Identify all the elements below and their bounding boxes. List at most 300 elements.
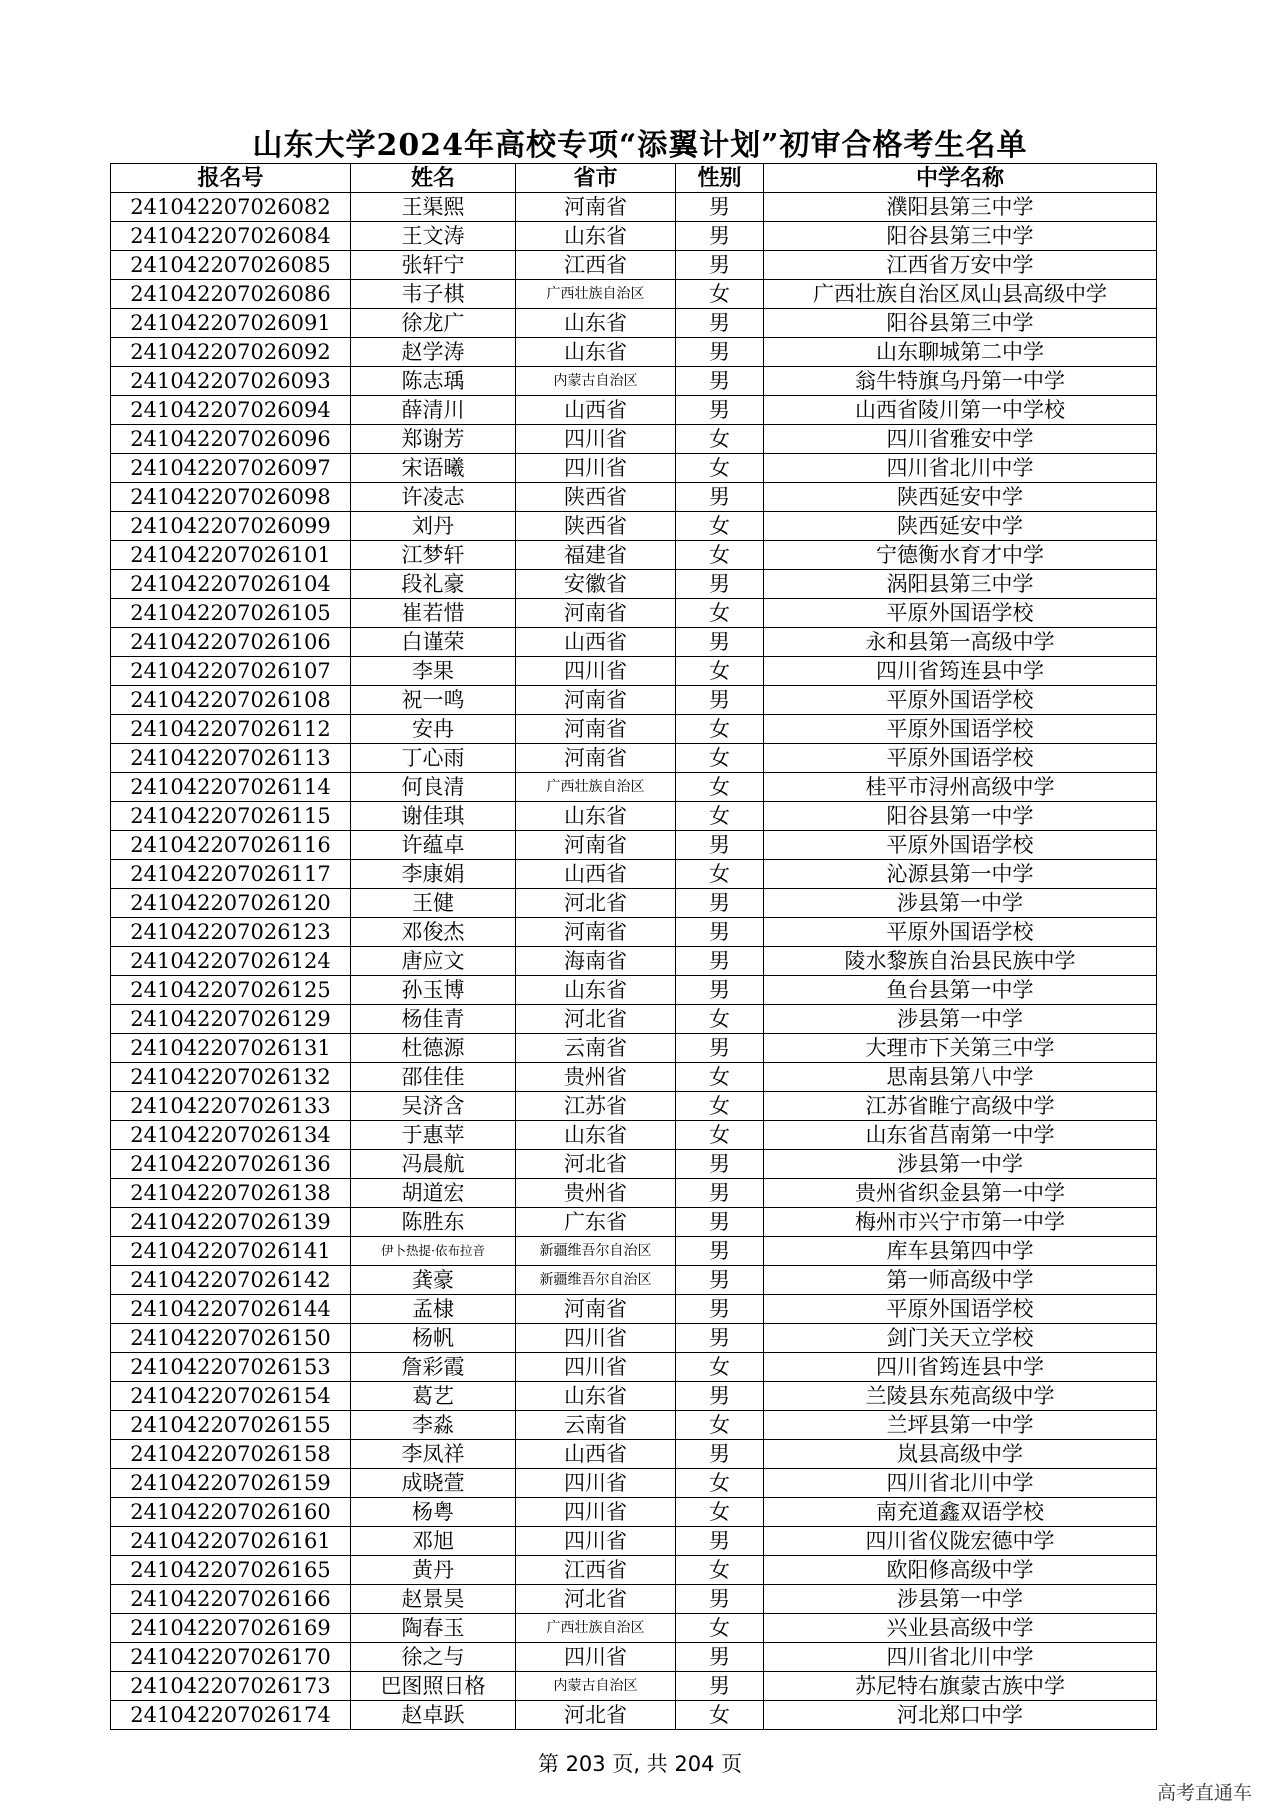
cell-registration-no: 241042207026094	[111, 396, 351, 425]
cell-province: 河南省	[516, 831, 676, 860]
cell-gender: 女	[676, 744, 764, 773]
cell-gender: 男	[676, 1672, 764, 1701]
cell-school: 四川省北川中学	[764, 1469, 1157, 1498]
cell-province: 山东省	[516, 1382, 676, 1411]
candidate-table	[110, 163, 1157, 1730]
cell-registration-no: 241042207026173	[111, 1672, 351, 1701]
cell-name: 李康娟	[351, 860, 516, 889]
cell-province: 河南省	[516, 1295, 676, 1324]
table-row	[111, 1643, 1157, 1672]
cell-gender: 男	[676, 1150, 764, 1179]
cell-name: 陶春玉	[351, 1614, 516, 1643]
cell-province: 河北省	[516, 1585, 676, 1614]
cell-name: 郑谢芳	[351, 425, 516, 454]
cell-registration-no: 241042207026132	[111, 1063, 351, 1092]
cell-school: 沁源县第一中学	[764, 860, 1157, 889]
cell-school: 阳谷县第一中学	[764, 802, 1157, 831]
cell-province: 山东省	[516, 222, 676, 251]
cell-province: 江西省	[516, 1556, 676, 1585]
cell-gender: 男	[676, 1324, 764, 1353]
cell-registration-no: 241042207026123	[111, 918, 351, 947]
cell-name: 赵卓跃	[351, 1701, 516, 1730]
cell-name: 吴济含	[351, 1092, 516, 1121]
cell-province: 山西省	[516, 628, 676, 657]
cell-school: 思南县第八中学	[764, 1063, 1157, 1092]
table-row	[111, 1063, 1157, 1092]
cell-registration-no: 241042207026144	[111, 1295, 351, 1324]
table-row	[111, 1179, 1157, 1208]
table-row	[111, 802, 1157, 831]
cell-school: 贵州省织金县第一中学	[764, 1179, 1157, 1208]
column-header-name: 姓名	[351, 164, 516, 193]
cell-gender: 男	[676, 1295, 764, 1324]
column-header-province: 省市	[516, 164, 676, 193]
cell-registration-no: 241042207026170	[111, 1643, 351, 1672]
cell-name: 龚豪	[351, 1266, 516, 1295]
cell-school: 涉县第一中学	[764, 1005, 1157, 1034]
cell-province: 山东省	[516, 976, 676, 1005]
cell-gender: 男	[676, 686, 764, 715]
cell-province: 四川省	[516, 1324, 676, 1353]
cell-school: 兰坪县第一中学	[764, 1411, 1157, 1440]
cell-school: 剑门关天立学校	[764, 1324, 1157, 1353]
cell-registration-no: 241042207026099	[111, 512, 351, 541]
cell-name: 安冉	[351, 715, 516, 744]
cell-school: 梅州市兴宁市第一中学	[764, 1208, 1157, 1237]
cell-name: 冯晨航	[351, 1150, 516, 1179]
cell-registration-no: 241042207026136	[111, 1150, 351, 1179]
cell-gender: 男	[676, 1440, 764, 1469]
cell-school: 南充道鑫双语学校	[764, 1498, 1157, 1527]
cell-name: 宋语曦	[351, 454, 516, 483]
cell-gender: 女	[676, 1556, 764, 1585]
cell-registration-no: 241042207026161	[111, 1527, 351, 1556]
table-row	[111, 831, 1157, 860]
cell-name: 赵学涛	[351, 338, 516, 367]
cell-province: 河北省	[516, 889, 676, 918]
cell-name: 杨粤	[351, 1498, 516, 1527]
cell-registration-no: 241042207026139	[111, 1208, 351, 1237]
cell-name: 许凌志	[351, 483, 516, 512]
cell-name: 黄丹	[351, 1556, 516, 1585]
cell-school: 涉县第一中学	[764, 1585, 1157, 1614]
cell-school: 阳谷县第三中学	[764, 222, 1157, 251]
table-row	[111, 628, 1157, 657]
cell-name: 薛清川	[351, 396, 516, 425]
cell-registration-no: 241042207026166	[111, 1585, 351, 1614]
cell-province: 四川省	[516, 1643, 676, 1672]
table-row	[111, 918, 1157, 947]
cell-province: 新疆维吾尔自治区	[516, 1266, 676, 1295]
cell-gender: 女	[676, 512, 764, 541]
cell-school: 涉县第一中学	[764, 1150, 1157, 1179]
cell-gender: 男	[676, 1034, 764, 1063]
cell-name: 孟棣	[351, 1295, 516, 1324]
cell-gender: 男	[676, 570, 764, 599]
cell-gender: 男	[676, 338, 764, 367]
cell-gender: 女	[676, 280, 764, 309]
cell-gender: 男	[676, 947, 764, 976]
cell-name: 祝一鸣	[351, 686, 516, 715]
table-row	[111, 657, 1157, 686]
cell-registration-no: 241042207026108	[111, 686, 351, 715]
cell-gender: 男	[676, 309, 764, 338]
table-row	[111, 599, 1157, 628]
cell-registration-no: 241042207026107	[111, 657, 351, 686]
table-row	[111, 1005, 1157, 1034]
cell-registration-no: 241042207026106	[111, 628, 351, 657]
cell-province: 河北省	[516, 1150, 676, 1179]
table-row	[111, 309, 1157, 338]
cell-name: 崔若惜	[351, 599, 516, 628]
cell-school: 平原外国语学校	[764, 686, 1157, 715]
cell-registration-no: 241042207026159	[111, 1469, 351, 1498]
cell-gender: 女	[676, 657, 764, 686]
cell-name: 何良清	[351, 773, 516, 802]
cell-province: 四川省	[516, 1498, 676, 1527]
cell-school: 永和县第一高级中学	[764, 628, 1157, 657]
table-row	[111, 251, 1157, 280]
table-row	[111, 193, 1157, 222]
cell-gender: 男	[676, 1382, 764, 1411]
cell-school: 鱼台县第一中学	[764, 976, 1157, 1005]
table-row	[111, 1034, 1157, 1063]
cell-name: 杨佳青	[351, 1005, 516, 1034]
cell-province: 广东省	[516, 1208, 676, 1237]
cell-gender: 男	[676, 976, 764, 1005]
cell-province: 广西壮族自治区	[516, 280, 676, 309]
cell-gender: 女	[676, 1701, 764, 1730]
table-row	[111, 1556, 1157, 1585]
cell-registration-no: 241042207026114	[111, 773, 351, 802]
cell-registration-no: 241042207026115	[111, 802, 351, 831]
cell-gender: 男	[676, 222, 764, 251]
cell-registration-no: 241042207026131	[111, 1034, 351, 1063]
cell-province: 河北省	[516, 1701, 676, 1730]
cell-name: 孙玉博	[351, 976, 516, 1005]
cell-name: 徐之与	[351, 1643, 516, 1672]
table-row	[111, 512, 1157, 541]
table-row	[111, 425, 1157, 454]
cell-name: 段礼豪	[351, 570, 516, 599]
cell-province: 四川省	[516, 1527, 676, 1556]
cell-registration-no: 241042207026084	[111, 222, 351, 251]
cell-registration-no: 241042207026138	[111, 1179, 351, 1208]
cell-school: 四川省雅安中学	[764, 425, 1157, 454]
cell-registration-no: 241042207026174	[111, 1701, 351, 1730]
table-row	[111, 338, 1157, 367]
cell-school: 阳谷县第三中学	[764, 309, 1157, 338]
cell-gender: 女	[676, 773, 764, 802]
cell-school: 陕西延安中学	[764, 512, 1157, 541]
table-row	[111, 1498, 1157, 1527]
cell-registration-no: 241042207026134	[111, 1121, 351, 1150]
cell-registration-no: 241042207026165	[111, 1556, 351, 1585]
cell-province: 河南省	[516, 744, 676, 773]
cell-province: 河南省	[516, 686, 676, 715]
cell-name: 韦子棋	[351, 280, 516, 309]
cell-gender: 男	[676, 367, 764, 396]
table-row	[111, 1353, 1157, 1382]
cell-name: 刘丹	[351, 512, 516, 541]
cell-school: 陵水黎族自治县民族中学	[764, 947, 1157, 976]
cell-registration-no: 241042207026086	[111, 280, 351, 309]
cell-registration-no: 241042207026096	[111, 425, 351, 454]
cell-school: 涡阳县第三中学	[764, 570, 1157, 599]
cell-registration-no: 241042207026142	[111, 1266, 351, 1295]
cell-registration-no: 241042207026104	[111, 570, 351, 599]
cell-school: 涉县第一中学	[764, 889, 1157, 918]
table-row	[111, 1237, 1157, 1266]
cell-gender: 女	[676, 541, 764, 570]
table-row	[111, 1527, 1157, 1556]
table-row	[111, 1614, 1157, 1643]
cell-school: 兴业县高级中学	[764, 1614, 1157, 1643]
cell-gender: 女	[676, 1614, 764, 1643]
table-row	[111, 367, 1157, 396]
cell-gender: 男	[676, 918, 764, 947]
cell-gender: 男	[676, 1527, 764, 1556]
cell-gender: 女	[676, 1353, 764, 1382]
cell-province: 广西壮族自治区	[516, 773, 676, 802]
cell-province: 山东省	[516, 802, 676, 831]
table-row	[111, 686, 1157, 715]
table-row	[111, 1295, 1157, 1324]
cell-gender: 女	[676, 1498, 764, 1527]
cell-registration-no: 241042207026117	[111, 860, 351, 889]
cell-registration-no: 241042207026155	[111, 1411, 351, 1440]
cell-school: 四川省筠连县中学	[764, 657, 1157, 686]
cell-gender: 男	[676, 831, 764, 860]
cell-registration-no: 241042207026112	[111, 715, 351, 744]
cell-school: 平原外国语学校	[764, 744, 1157, 773]
page-footer: 第 203 页, 共 204 页	[537, 1752, 743, 1776]
cell-registration-no: 241042207026085	[111, 251, 351, 280]
cell-registration-no: 241042207026125	[111, 976, 351, 1005]
cell-gender: 女	[676, 454, 764, 483]
table-row	[111, 1585, 1157, 1614]
cell-school: 四川省北川中学	[764, 1643, 1157, 1672]
table-row	[111, 541, 1157, 570]
cell-gender: 女	[676, 860, 764, 889]
cell-province: 四川省	[516, 425, 676, 454]
cell-gender: 男	[676, 251, 764, 280]
table-row	[111, 1092, 1157, 1121]
cell-registration-no: 241042207026169	[111, 1614, 351, 1643]
cell-school: 苏尼特右旗蒙古族中学	[764, 1672, 1157, 1701]
cell-name: 徐龙广	[351, 309, 516, 338]
cell-school: 濮阳县第三中学	[764, 193, 1157, 222]
table-row	[111, 1701, 1157, 1730]
cell-registration-no: 241042207026105	[111, 599, 351, 628]
cell-province: 广西壮族自治区	[516, 1614, 676, 1643]
cell-province: 河北省	[516, 1005, 676, 1034]
cell-school: 平原外国语学校	[764, 831, 1157, 860]
cell-gender: 女	[676, 715, 764, 744]
table-row	[111, 483, 1157, 512]
column-header-school: 中学名称	[764, 164, 1157, 193]
column-header-registration-no: 报名号	[111, 164, 351, 193]
cell-gender: 女	[676, 1092, 764, 1121]
cell-school: 平原外国语学校	[764, 599, 1157, 628]
table-row	[111, 715, 1157, 744]
cell-school: 翁牛特旗乌丹第一中学	[764, 367, 1157, 396]
cell-gender: 男	[676, 1266, 764, 1295]
cell-school: 平原外国语学校	[764, 918, 1157, 947]
cell-name: 杜德源	[351, 1034, 516, 1063]
table-row	[111, 1672, 1157, 1701]
cell-province: 贵州省	[516, 1063, 676, 1092]
cell-name: 陈志瑀	[351, 367, 516, 396]
table-row	[111, 1324, 1157, 1353]
cell-name: 伊卜热提·依布拉音	[351, 1237, 516, 1266]
cell-gender: 男	[676, 1208, 764, 1237]
cell-name: 许蕴卓	[351, 831, 516, 860]
cell-province: 海南省	[516, 947, 676, 976]
cell-school: 陕西延安中学	[764, 483, 1157, 512]
cell-province: 陕西省	[516, 483, 676, 512]
cell-province: 云南省	[516, 1034, 676, 1063]
cell-registration-no: 241042207026092	[111, 338, 351, 367]
cell-province: 山西省	[516, 1440, 676, 1469]
cell-province: 安徽省	[516, 570, 676, 599]
cell-name: 王文涛	[351, 222, 516, 251]
cell-school: 平原外国语学校	[764, 715, 1157, 744]
cell-registration-no: 241042207026153	[111, 1353, 351, 1382]
cell-name: 江梦轩	[351, 541, 516, 570]
cell-school: 岚县高级中学	[764, 1440, 1157, 1469]
cell-name: 邓旭	[351, 1527, 516, 1556]
cell-registration-no: 241042207026129	[111, 1005, 351, 1034]
table-row	[111, 773, 1157, 802]
cell-province: 山西省	[516, 860, 676, 889]
cell-province: 山东省	[516, 1121, 676, 1150]
table-row	[111, 1411, 1157, 1440]
cell-province: 福建省	[516, 541, 676, 570]
cell-name: 邓俊杰	[351, 918, 516, 947]
cell-name: 杨帆	[351, 1324, 516, 1353]
cell-registration-no: 241042207026160	[111, 1498, 351, 1527]
cell-province: 四川省	[516, 1469, 676, 1498]
cell-province: 山东省	[516, 309, 676, 338]
cell-registration-no: 241042207026098	[111, 483, 351, 512]
cell-gender: 女	[676, 1005, 764, 1034]
cell-registration-no: 241042207026113	[111, 744, 351, 773]
cell-name: 陈胜东	[351, 1208, 516, 1237]
cell-school: 江苏省睢宁高级中学	[764, 1092, 1157, 1121]
cell-gender: 女	[676, 1411, 764, 1440]
cell-gender: 女	[676, 802, 764, 831]
cell-name: 巴图照日格	[351, 1672, 516, 1701]
cell-school: 山东省莒南第一中学	[764, 1121, 1157, 1150]
cell-province: 江苏省	[516, 1092, 676, 1121]
cell-registration-no: 241042207026091	[111, 309, 351, 338]
cell-province: 四川省	[516, 454, 676, 483]
cell-province: 山东省	[516, 338, 676, 367]
cell-province: 新疆维吾尔自治区	[516, 1237, 676, 1266]
cell-registration-no: 241042207026116	[111, 831, 351, 860]
table-body	[111, 193, 1157, 1730]
column-header-gender: 性别	[676, 164, 764, 193]
cell-school: 宁德衡水育才中学	[764, 541, 1157, 570]
cell-province: 陕西省	[516, 512, 676, 541]
table-row	[111, 1440, 1157, 1469]
cell-school: 库车县第四中学	[764, 1237, 1157, 1266]
cell-name: 胡道宏	[351, 1179, 516, 1208]
cell-name: 丁心雨	[351, 744, 516, 773]
cell-registration-no: 241042207026097	[111, 454, 351, 483]
cell-gender: 男	[676, 1179, 764, 1208]
cell-gender: 男	[676, 1237, 764, 1266]
table-row	[111, 222, 1157, 251]
cell-school: 第一师高级中学	[764, 1266, 1157, 1295]
cell-name: 于惠苹	[351, 1121, 516, 1150]
cell-name: 李果	[351, 657, 516, 686]
table-row	[111, 396, 1157, 425]
cell-school: 山东聊城第二中学	[764, 338, 1157, 367]
cell-name: 葛艺	[351, 1382, 516, 1411]
cell-school: 大理市下关第三中学	[764, 1034, 1157, 1063]
cell-name: 谢佳琪	[351, 802, 516, 831]
cell-gender: 女	[676, 1063, 764, 1092]
cell-province: 云南省	[516, 1411, 676, 1440]
cell-registration-no: 241042207026093	[111, 367, 351, 396]
cell-school: 河北郑口中学	[764, 1701, 1157, 1730]
cell-province: 四川省	[516, 657, 676, 686]
cell-province: 河南省	[516, 599, 676, 628]
cell-province: 河南省	[516, 918, 676, 947]
cell-province: 山西省	[516, 396, 676, 425]
cell-gender: 男	[676, 889, 764, 918]
cell-registration-no: 241042207026150	[111, 1324, 351, 1353]
table-row	[111, 454, 1157, 483]
table-row	[111, 1121, 1157, 1150]
table-row	[111, 1382, 1157, 1411]
cell-province: 贵州省	[516, 1179, 676, 1208]
cell-school: 四川省筠连县中学	[764, 1353, 1157, 1382]
table-row	[111, 1469, 1157, 1498]
watermark-text: 高考直通车	[1156, 1782, 1252, 1804]
cell-gender: 女	[676, 1469, 764, 1498]
cell-name: 邵佳佳	[351, 1063, 516, 1092]
table-row	[111, 1208, 1157, 1237]
cell-registration-no: 241042207026158	[111, 1440, 351, 1469]
cell-name: 詹彩霞	[351, 1353, 516, 1382]
cell-name: 李淼	[351, 1411, 516, 1440]
table-row	[111, 280, 1157, 309]
cell-registration-no: 241042207026154	[111, 1382, 351, 1411]
cell-school: 欧阳修高级中学	[764, 1556, 1157, 1585]
cell-gender: 男	[676, 1585, 764, 1614]
table-row	[111, 744, 1157, 773]
cell-gender: 女	[676, 1121, 764, 1150]
cell-province: 内蒙古自治区	[516, 367, 676, 396]
cell-registration-no: 241042207026133	[111, 1092, 351, 1121]
table-row	[111, 570, 1157, 599]
cell-name: 成晓萱	[351, 1469, 516, 1498]
table-row	[111, 1150, 1157, 1179]
cell-province: 河南省	[516, 193, 676, 222]
cell-school: 四川省仪陇宏德中学	[764, 1527, 1157, 1556]
cell-province: 内蒙古自治区	[516, 1672, 676, 1701]
table-row	[111, 947, 1157, 976]
cell-province: 四川省	[516, 1353, 676, 1382]
table-header-row	[111, 164, 1157, 193]
cell-school: 四川省北川中学	[764, 454, 1157, 483]
cell-gender: 男	[676, 1643, 764, 1672]
cell-school: 广西壮族自治区凤山县高级中学	[764, 280, 1157, 309]
cell-province: 河南省	[516, 715, 676, 744]
